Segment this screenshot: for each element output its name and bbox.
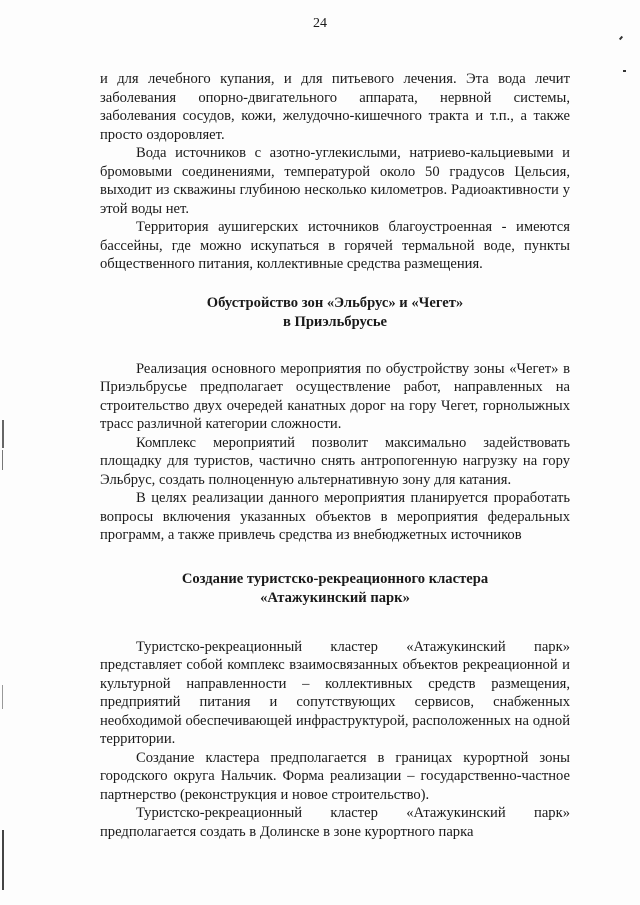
scan-artifact: [619, 36, 623, 40]
heading-line: Обустройство зон «Эльбрус» и «Чегет»: [206, 294, 464, 311]
heading-line: Создание туристско-рекреационного кластера: [181, 570, 489, 587]
heading-line: в Приэльбрусье: [282, 313, 388, 330]
scan-edge-artifact: [2, 830, 4, 890]
page-number: 24: [313, 16, 327, 31]
paragraph-cluster-location: Туристско-рекреационный кластер «Атажукинский парк» предполагается создать в Долинске в зоне курортного парка: [100, 805, 570, 840]
document-body: [100, 70, 570, 841]
paragraph-cluster-creation: Создание кластера предполагается в границах курортной зоны городского округа Нальчик. Форма реализации – государственно-частное партнерство (реконструкция и новое строительство).: [100, 749, 570, 803]
paragraph-spring-composition: Вода источников с азотно-углекислыми, натриево-кальциевыми и бромовыми соединениями, температурой около 50 градусов Цельсия, выходит из скважины глубиною несколько километров. Радиоактивности у этой воды нет.: [100, 145, 570, 217]
scan-artifact: [623, 70, 626, 72]
scan-edge-artifact: [2, 420, 4, 448]
paragraph-federal-programs: В целях реализации данного мероприятия планируется проработать вопросы включения указанных объектов в мероприятия федеральных программ, а также привлечь средства из внебюджетных источников: [100, 490, 570, 543]
paragraph-measures-complex: Комплекс мероприятий позволит максимально задействовать площадку для туристов, частично снять антропогенную нагрузку на гору Эльбрус, создать полноценную альтернативную зону для катания.: [100, 434, 570, 488]
paragraph-aushiger-territory: Территория аушигерских источников благоустроенная - имеются бассейны, где можно искупаться в горячей термальной воде, пункты общественного питания, коллективные средства размещения.: [100, 219, 570, 272]
paragraph-mineral-water-treatment: и для лечебного купания, и для питьевого лечения. Эта вода лечит заболевания опорно-двигательного аппарата, нервной системы, заболевания сосудов, кожи, желудочно-кишечного тракта и т.п., а также просто оздоровляет.: [100, 71, 570, 143]
paragraph-cluster-description: Туристско-рекреационный кластер «Атажукинский парк» представляет собой комплекс взаимосвязанных объектов рекреационной и культурной направленности – коллективных средств размещения, предприятий питания и сопутствующих сервисов, снабженных необходимой обеспечивающей инфраструктурой, расположенных на одной территории.: [100, 638, 570, 747]
scan-edge-artifact: [2, 450, 3, 470]
heading-line: «Атажукинский парк»: [260, 589, 410, 606]
scan-edge-artifact: [2, 685, 3, 709]
section-heading-elbrus-cheget: [100, 294, 570, 332]
paragraph-cheget-construction: Реализация основного мероприятия по обустройству зоны «Чегет» в Приэльбрусье предполагает осуществление работ, направленных на строительство двух очередей канатных дорог на гору Чегет, горнолыжных трасс различной категории сложности.: [100, 360, 570, 432]
section-heading-atazhukinsky-cluster: [100, 570, 570, 608]
